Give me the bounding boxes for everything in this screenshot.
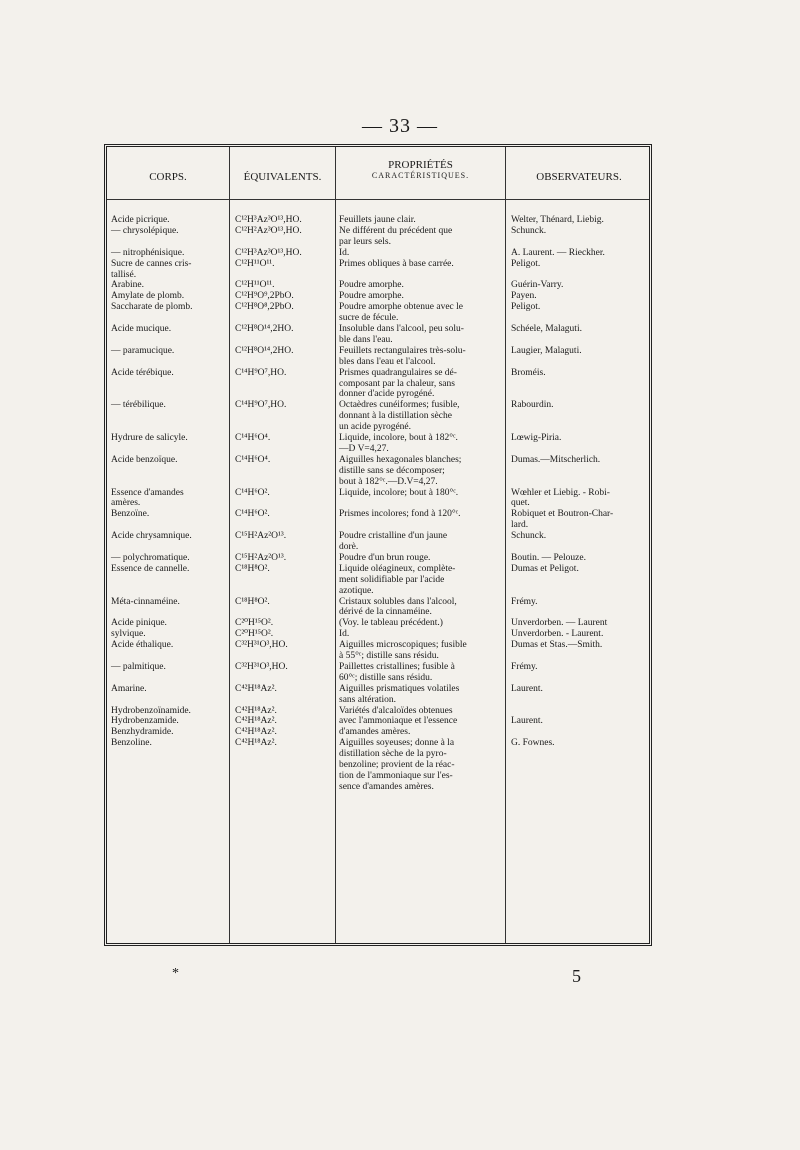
- table-cell-obs: Laurent.: [511, 716, 543, 727]
- table-cell-prop: tion de l'ammoniaque sur l'es-: [339, 770, 453, 781]
- table-cell-equiv: C⁴²H¹⁸Az².: [235, 716, 277, 727]
- table-cell-corps: Hydrobenzoïnamide.: [111, 705, 191, 716]
- table-cell-prop: ble dans l'eau.: [339, 334, 393, 345]
- table-cell-corps: — térébilique.: [111, 400, 166, 411]
- header-proprietes-title: PROPRIÉTÉS: [388, 159, 453, 171]
- table-cell-prop: (Voy. le tableau précédent.): [339, 618, 443, 629]
- table-cell-equiv: C¹⁴H⁶O⁴.: [235, 454, 271, 465]
- table-cell-corps: Acide chrysamnique.: [111, 531, 192, 542]
- table-cell-prop: Poudre amorphe.: [339, 291, 404, 302]
- table-cell-corps: Acide benzoïque.: [111, 454, 178, 465]
- table-cell-corps: — paramucique.: [111, 345, 175, 356]
- header-proprietes-subtitle: CARACTÉRISTIQUES.: [371, 171, 470, 180]
- table-cell-prop: Liquide, incolore; bout à 180°ᶜ.: [339, 487, 459, 498]
- table-cell-prop: Paillettes cristallines; fusible à: [339, 661, 455, 672]
- table-cell-prop: Feuillets jaune clair.: [339, 215, 416, 225]
- table-cell-prop: dorè.: [339, 542, 359, 552]
- table-cell-equiv: C¹²H³Az³O¹³,HO.: [235, 247, 302, 258]
- table-cell-equiv: C¹²H⁸O⁸,2PbO.: [235, 302, 294, 313]
- table-cell-obs: Schéele, Malaguti.: [511, 324, 582, 334]
- header-divider: [107, 199, 649, 200]
- table-cell-prop: donnant à la distillation sèche: [339, 411, 452, 422]
- table-cell-prop: Feuillets rectangulaires très-solu-: [339, 345, 466, 356]
- table-cell-prop: dérivé de la cinnaméine.: [339, 607, 432, 618]
- table-cell-obs: Peligot.: [511, 302, 541, 313]
- table-cell-obs: Broméis.: [511, 367, 546, 378]
- table-cell-prop: un acide pyrogéné.: [339, 422, 412, 433]
- table-cell-prop: distillation sèche de la pyro-: [339, 749, 447, 760]
- table-cell-equiv: C²⁰H¹⁵O².: [235, 618, 274, 629]
- table-cell-prop: distille sans se décomposer;: [339, 465, 445, 476]
- table-cell-prop: Prismes quadrangulaires se dé-: [339, 367, 457, 378]
- table-cell-obs: Unverdorben. — Laurent: [511, 618, 608, 629]
- table-cell-equiv: C⁴²H¹⁸Az².: [235, 683, 277, 694]
- header-proprietes: [336, 159, 505, 180]
- table-cell-corps: Essence de cannelle.: [111, 563, 190, 574]
- table-cell-prop: Primes obliques à base carrée.: [339, 258, 454, 269]
- table-cell-obs: Dumas et Stas.—Smith.: [511, 640, 603, 651]
- table-cell-prop: Poudre amorphe obtenue avec le: [339, 302, 463, 313]
- table-cell-corps: — palmitique.: [111, 661, 166, 672]
- table-cell-equiv: C¹²H³Az³O¹³,HO.: [235, 215, 302, 225]
- table-cell-equiv: C¹⁸H⁸O².: [235, 563, 270, 574]
- sheet-number: 5: [572, 966, 581, 986]
- table-cell-corps: Acide mucique.: [111, 324, 172, 334]
- header-equivalents: ÉQUIVALENTS.: [243, 171, 322, 183]
- table-cell-corps: Arabine.: [111, 280, 144, 291]
- table-cell-prop: d'amandes amères.: [339, 727, 411, 738]
- table-cell-prop: Aiguilles hexagonales blanches;: [339, 454, 462, 465]
- table-cell-obs: Lœwig-Piria.: [511, 433, 562, 443]
- table-cell-prop: Octaèdres cunéiformes; fusible,: [339, 400, 460, 411]
- table-cell-equiv: C¹²H⁸O¹⁴,2HO.: [235, 324, 294, 334]
- table-cell-obs: Welter, Thénard, Liebig.: [511, 215, 604, 225]
- table-cell-obs: Rabourdin.: [511, 400, 554, 411]
- table-cell-equiv: C³²H³¹O³,HO.: [235, 640, 288, 651]
- table-cell-equiv: C⁴²H¹⁸Az².: [235, 705, 277, 716]
- table-cell-corps: — polychromatique.: [111, 552, 190, 563]
- table-cell-obs: Payen.: [511, 291, 537, 302]
- table-cell-obs: Guérin-Varry.: [511, 280, 564, 291]
- table-cell-equiv: C¹⁵H²Az²O¹³.: [235, 552, 287, 563]
- table-cell-obs: Schunck.: [511, 531, 547, 542]
- table-cell-corps: amères.: [111, 498, 141, 509]
- table-cell-corps: Benzoline.: [111, 738, 152, 749]
- table-cell-corps: tallisé.: [111, 269, 137, 280]
- table-cell-obs: Boutin. — Pelouze.: [511, 552, 586, 563]
- table-cell-prop: Liquide, incolore, bout à 182°ᶜ.: [339, 433, 458, 443]
- table-cell-prop: Aiguilles microscopiques; fusible: [339, 640, 467, 651]
- table-cell-prop: Id.: [339, 629, 350, 640]
- page-number: — 33 —: [362, 115, 438, 137]
- table-cell-corps: Acide éthalique.: [111, 640, 174, 651]
- table-cell-prop: Aiguilles prismatiques volatiles: [339, 683, 460, 694]
- table-cell-prop: Poudre d'un brun rouge.: [339, 552, 431, 563]
- table-cell-obs: Robiquet et Boutron-Char-: [511, 509, 614, 520]
- table-cell-prop: Ne différent du précédent que: [339, 225, 453, 236]
- table-cell-obs: Unverdorben. - Laurent.: [511, 629, 604, 640]
- header-corps: CORPS.: [149, 171, 187, 183]
- table-cell-prop: Poudre amorphe.: [339, 280, 404, 291]
- column-divider: [229, 147, 230, 943]
- table-cell-obs: Wœhler et Liebig. - Robi-: [511, 487, 610, 498]
- table-cell-corps: Hydrure de salicyle.: [111, 433, 188, 443]
- table-cell-corps: sylvique.: [111, 629, 146, 640]
- table-cell-equiv: C¹⁴H⁹O⁷,HO.: [235, 367, 287, 378]
- table-cell-corps: Acide picrique.: [111, 215, 170, 225]
- table-cell-prop: Cristaux solubles dans l'alcool,: [339, 596, 457, 607]
- column-divider: [505, 147, 506, 943]
- table-cell-corps: Amylate de plomb.: [111, 291, 185, 302]
- table-cell-corps: — chrysolépique.: [111, 225, 179, 236]
- table-cell-corps: Acide térébique.: [111, 367, 174, 378]
- table-cell-equiv: C⁴²H¹⁸Az².: [235, 727, 277, 738]
- signature-mark: *: [172, 966, 179, 981]
- table-cell-equiv: C³²H³¹O³,HO.: [235, 661, 288, 672]
- table-cell-prop: azotique.: [339, 585, 374, 596]
- table-cell-obs: Laurent.: [511, 683, 543, 694]
- table-cell-equiv: C¹²H¹¹O¹¹.: [235, 280, 275, 291]
- table-cell-corps: Benzoïne.: [111, 509, 150, 520]
- table-cell-prop: ment solidifiable par l'acide: [339, 574, 445, 585]
- table-cell-equiv: C¹²H⁹O⁹,2PbO.: [235, 291, 294, 302]
- table-cell-obs: Frémy.: [511, 661, 538, 672]
- table-cell-equiv: C¹⁴H⁶O⁴.: [235, 433, 271, 443]
- table-cell-corps: Acide pinique.: [111, 618, 167, 629]
- table-cell-corps: Amarine.: [111, 683, 147, 694]
- table-cell-equiv: C²⁰H¹⁵O².: [235, 629, 274, 640]
- table-cell-obs: Laugier, Malaguti.: [511, 345, 582, 356]
- table-cell-prop: sucre de fécule.: [339, 313, 399, 324]
- table-cell-obs: quet.: [511, 498, 530, 509]
- table-cell-corps: Essence d'amandes: [111, 487, 184, 498]
- table-cell-corps: Saccharate de plomb.: [111, 302, 193, 313]
- table-cell-equiv: C¹⁴H⁶O².: [235, 487, 270, 498]
- table-cell-obs: A. Laurent. — Rieckher.: [511, 247, 605, 258]
- table-cell-prop: Variétés d'alcaloïdes obtenues: [339, 705, 453, 716]
- compounds-table: [104, 144, 652, 946]
- table-cell-prop: avec l'ammoniaque et l'essence: [339, 716, 458, 727]
- table-cell-prop: composant par la chaleur, sans: [339, 378, 455, 389]
- table-cell-prop: 60°ᶜ; distille sans résidu.: [339, 672, 433, 683]
- column-divider: [335, 147, 336, 943]
- table-cell-corps: — nitrophénisique.: [111, 247, 185, 258]
- table-cell-prop: bles dans l'eau et l'alcool.: [339, 356, 436, 367]
- table-cell-prop: —D V=4,27.: [339, 443, 389, 454]
- table-cell-prop: Liquide oléagineux, complète-: [339, 563, 456, 574]
- table-cell-equiv: C¹⁸H⁸O².: [235, 596, 270, 607]
- table-cell-prop: donner d'acide pyrogéné.: [339, 389, 435, 400]
- table-cell-obs: Schunck.: [511, 225, 547, 236]
- table-cell-prop: Prismes incolores; fond à 120°ᶜ.: [339, 509, 461, 520]
- table-cell-prop: par leurs sels.: [339, 236, 391, 247]
- table-cell-obs: Dumas et Peligot.: [511, 563, 579, 574]
- table-cell-equiv: C¹²H⁸O¹⁴,2HO.: [235, 345, 294, 356]
- table-cell-prop: Insoluble dans l'alcool, peu solu-: [339, 324, 464, 334]
- table-cell-equiv: C¹²H²Az³O¹³,HO.: [235, 225, 302, 236]
- table-cell-corps: Sucre de cannes cris-: [111, 258, 192, 269]
- table-cell-prop: à 55°ᶜ; distille sans résidu.: [339, 651, 439, 661]
- header-observateurs: OBSERVATEURS.: [536, 171, 622, 183]
- table-cell-obs: G. Fownes.: [511, 738, 555, 749]
- table-cell-prop: Aiguilles soyeuses; donne à la: [339, 738, 455, 749]
- table-cell-prop: bout à 182°ᶜ.—D.V=4,27.: [339, 476, 438, 487]
- table-cell-corps: Benzhydramide.: [111, 727, 174, 738]
- table-cell-equiv: C¹⁴H⁹O⁷,HO.: [235, 400, 287, 411]
- table-cell-obs: Dumas.—Mitscherlich.: [511, 454, 601, 465]
- table-cell-obs: lard.: [511, 520, 529, 531]
- table-cell-obs: Frémy.: [511, 596, 538, 607]
- table-cell-prop: sence d'amandes amères.: [339, 781, 434, 792]
- table-cell-prop: benzoline; provient de la réac-: [339, 760, 455, 770]
- table-cell-corps: Hydrobenzamide.: [111, 716, 179, 727]
- table-cell-prop: Poudre cristalline d'un jaune: [339, 531, 448, 542]
- table-cell-equiv: C¹⁴H⁶O².: [235, 509, 270, 520]
- table-cell-corps: Méta-cinnaméine.: [111, 596, 180, 607]
- table-cell-equiv: C¹²H¹¹O¹¹.: [235, 258, 275, 269]
- table-cell-equiv: C⁴²H¹⁸Az².: [235, 738, 277, 749]
- table-cell-obs: Peligot.: [511, 258, 541, 269]
- table-cell-prop: sans altération.: [339, 694, 396, 705]
- table-cell-equiv: C¹⁵H²Az²O¹³.: [235, 531, 287, 542]
- table-cell-prop: Id.: [339, 247, 350, 258]
